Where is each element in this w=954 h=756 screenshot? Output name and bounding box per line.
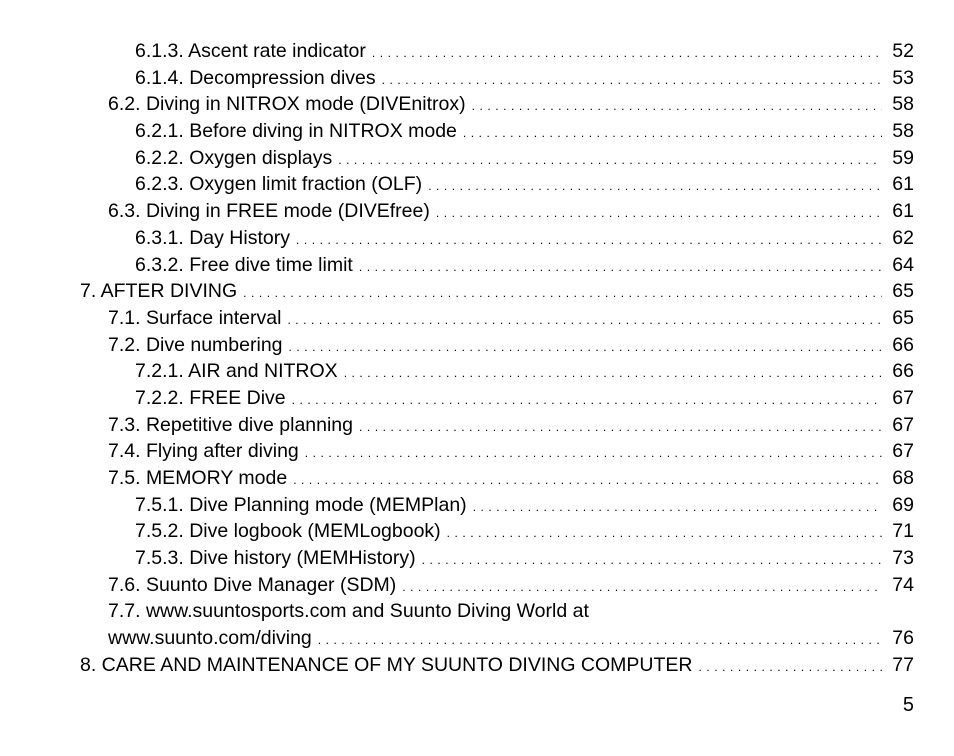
toc-entry-title: 7.2.1. AIR and NITROX xyxy=(135,360,338,383)
toc-entry xyxy=(0,145,914,172)
toc-dot-leader xyxy=(428,171,882,200)
toc-entry xyxy=(0,65,914,92)
toc-entry xyxy=(0,252,914,279)
toc-dot-leader xyxy=(289,332,882,361)
toc-entry-page: 65 xyxy=(892,280,914,303)
toc-dot-leader xyxy=(338,145,882,174)
toc-entry-page: 73 xyxy=(892,547,914,570)
toc-dot-leader xyxy=(287,305,882,334)
toc-entry-page: 67 xyxy=(892,440,914,463)
toc-dot-leader xyxy=(344,358,882,387)
toc-entry xyxy=(0,278,914,305)
toc-dot-leader xyxy=(305,438,882,467)
toc-entry xyxy=(0,518,914,545)
toc-entry-page: 64 xyxy=(892,253,914,276)
toc-entry-title: 7.2. Dive numbering xyxy=(108,333,283,356)
toc-dot-leader xyxy=(402,572,882,601)
toc-entry-title: 7.4. Flying after diving xyxy=(108,440,299,463)
toc-dot-leader xyxy=(699,652,882,681)
toc-dot-leader xyxy=(463,118,882,147)
toc-entry-title: 7.1. Surface interval xyxy=(108,306,282,329)
toc-entry-title: 6.3.1. Day History xyxy=(135,226,290,249)
toc-entry-title: 7.5.3. Dive history (MEMHistory) xyxy=(135,547,416,570)
toc-entry xyxy=(0,332,914,359)
toc-entry-title: 7.7. www.suuntosports.com and Suunto Diving World at xyxy=(108,600,589,623)
toc-entry xyxy=(0,492,914,519)
toc-entry-title: 7.5.1. Dive Planning mode (MEMPlan) xyxy=(135,493,467,516)
toc-entry xyxy=(0,118,914,145)
toc-entry-page: 69 xyxy=(892,493,914,516)
toc-dot-leader xyxy=(243,278,882,307)
toc-dot-leader xyxy=(293,465,882,494)
toc-entry xyxy=(0,358,914,385)
toc-entry-page: 67 xyxy=(892,386,914,409)
toc-entry-page: 61 xyxy=(892,173,914,196)
toc-entry-title: 6.1.4. Decompression dives xyxy=(135,66,376,89)
toc-entry-page: 76 xyxy=(892,627,914,650)
toc-entry xyxy=(0,198,914,225)
toc-entry-page: 58 xyxy=(892,93,914,116)
toc-entry-title: 7.6. Suunto Dive Manager (SDM) xyxy=(108,573,397,596)
toc-entry-page: 66 xyxy=(892,333,914,356)
toc-dot-leader xyxy=(447,518,882,547)
toc-entry-page: 52 xyxy=(892,40,914,62)
toc-entry-title: 7.5.2. Dive logbook (MEMLogbook) xyxy=(135,520,441,543)
toc-entry-page: 53 xyxy=(892,66,914,89)
toc-entry-title: 8. CARE AND MAINTENANCE OF MY SUUNTO DIVING COMPUTER xyxy=(80,653,693,676)
toc-entry-title: 6.2.2. Oxygen displays xyxy=(135,146,333,169)
toc-entry-page: 65 xyxy=(892,306,914,329)
toc-entry-page: 58 xyxy=(892,120,914,143)
toc-entry xyxy=(0,38,914,65)
page-number: 5 xyxy=(902,694,914,716)
toc-entry xyxy=(0,225,914,252)
toc-dot-leader xyxy=(422,545,882,574)
toc-dot-leader xyxy=(359,252,882,281)
table-of-contents xyxy=(0,38,954,679)
toc-entry xyxy=(0,572,914,599)
toc-entry-page: 71 xyxy=(892,520,914,543)
toc-entry-title: 7.3. Repetitive dive planning xyxy=(108,413,353,436)
toc-dot-leader xyxy=(472,91,882,120)
toc-entry-page: 66 xyxy=(892,360,914,383)
toc-entry-page: 62 xyxy=(892,226,914,249)
toc-dot-leader xyxy=(382,65,882,94)
toc-entry-page: 68 xyxy=(892,467,914,489)
toc-entry-title: 6.3.2. Free dive time limit xyxy=(135,253,353,276)
toc-entry-page: 74 xyxy=(892,573,914,596)
toc-dot-leader xyxy=(359,412,882,441)
toc-entry xyxy=(0,91,914,118)
toc-entry xyxy=(0,625,914,652)
toc-entry xyxy=(0,598,914,625)
toc-entry-title: 6.3. Diving in FREE mode (DIVEfree) xyxy=(108,200,430,223)
toc-entry xyxy=(0,545,914,572)
toc-dot-leader xyxy=(473,492,882,521)
toc-entry-title: 7.5. MEMORY mode xyxy=(108,467,288,489)
toc-entry xyxy=(0,652,914,679)
toc-entry xyxy=(0,412,914,439)
toc-entry xyxy=(0,465,914,492)
toc-entry xyxy=(0,438,914,465)
toc-entry-page: 77 xyxy=(892,653,914,676)
toc-entry xyxy=(0,385,914,412)
toc-dot-leader xyxy=(372,38,882,67)
toc-entry-title: 6.2.3. Oxygen limit fraction (OLF) xyxy=(135,173,423,196)
toc-entry xyxy=(0,305,914,332)
toc-entry xyxy=(0,171,914,198)
toc-dot-leader xyxy=(318,625,882,654)
toc-dot-leader xyxy=(292,385,882,414)
toc-dot-leader xyxy=(296,225,882,254)
toc-entry-page: 59 xyxy=(892,146,914,169)
toc-entry-title: 6.1.3. Ascent rate indicator xyxy=(135,40,366,62)
toc-entry-title: 6.2. Diving in NITROX mode (DIVEnitrox) xyxy=(108,93,466,116)
toc-entry-title: 6.2.1. Before diving in NITROX mode xyxy=(135,120,457,143)
toc-entry-page: 61 xyxy=(892,200,914,223)
toc-dot-leader xyxy=(436,198,882,227)
toc-entry-title: www.suunto.com/diving xyxy=(108,627,312,650)
toc-entry-page: 67 xyxy=(892,413,914,436)
toc-entry-title: 7. AFTER DIVING xyxy=(80,280,238,303)
toc-entry-title: 7.2.2. FREE Dive xyxy=(135,386,286,409)
